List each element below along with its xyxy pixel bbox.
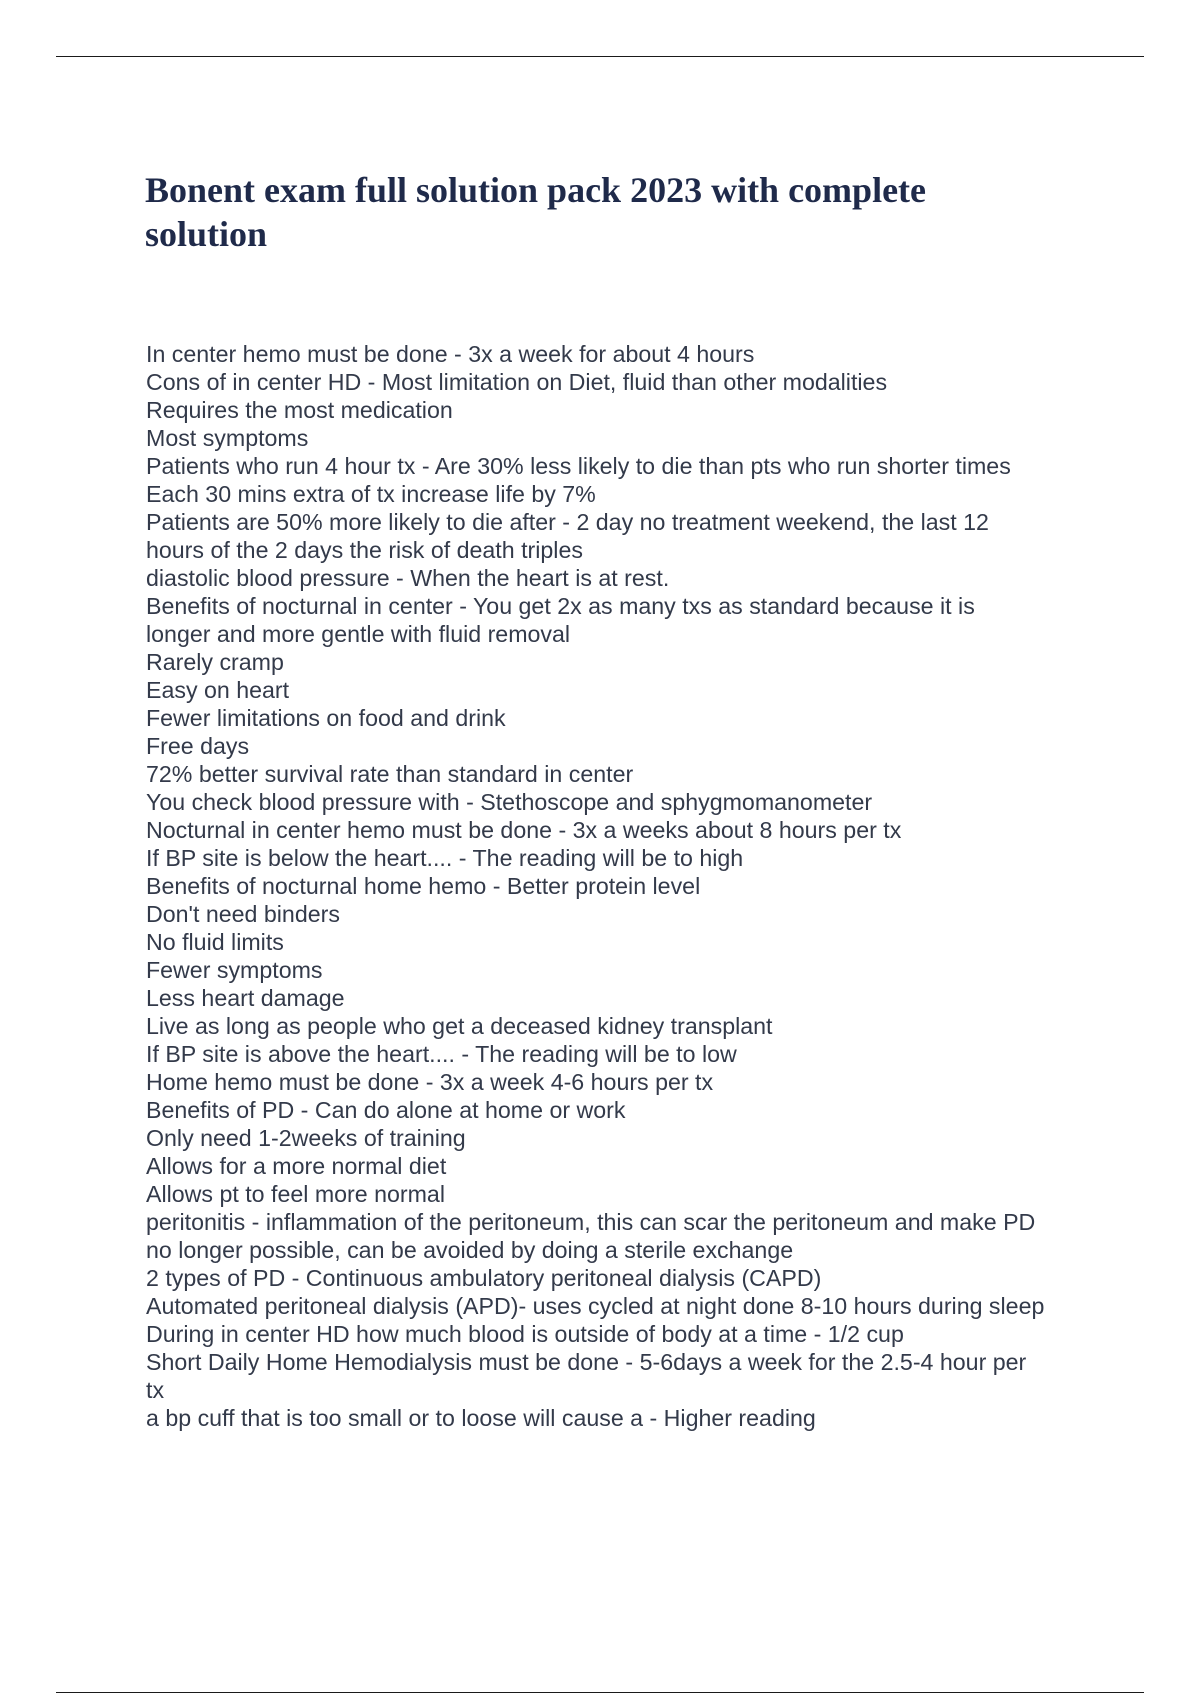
document-title: Bonent exam full solution pack 2023 with complete solution	[145, 170, 927, 254]
footer-rule	[56, 1692, 1144, 1693]
text-line: diastolic blood pressure - When the heart is at rest.	[146, 565, 670, 591]
text-line: peritonitis - inflammation of the peritoneum, this can scar the peritoneum and make PD	[146, 1209, 1036, 1235]
text-line: Free days	[146, 733, 250, 759]
header-rule	[56, 56, 1144, 57]
text-line: Less heart damage	[146, 985, 345, 1011]
text-line: Benefits of nocturnal in center - You get 2x as many txs as standard because it is	[146, 593, 975, 619]
text-line: Automated peritoneal dialysis (APD)- uses cycled at night done 8-10 hours during sleep	[146, 1293, 1045, 1319]
text-line: Fewer symptoms	[146, 957, 323, 983]
text-line: Benefits of PD - Can do alone at home or work	[146, 1097, 626, 1123]
text-line: tx	[146, 1377, 165, 1403]
text-line: If BP site is below the heart.... - The reading will be to high	[146, 845, 744, 871]
text-line: Most symptoms	[146, 425, 309, 451]
text-line: Cons of in center HD - Most limitation on Diet, fluid than other modalities	[146, 369, 888, 395]
text-line: Only need 1-2weeks of training	[146, 1125, 466, 1151]
text-line: Allows pt to feel more normal	[146, 1181, 445, 1207]
text-line: 72% better survival rate than standard in center	[146, 761, 634, 787]
text-line: Patients who run 4 hour tx - Are 30% less likely to die than pts who run shorter times	[146, 453, 1011, 479]
text-line: If BP site is above the heart.... - The reading will be to low	[146, 1041, 737, 1067]
text-line: Rarely cramp	[146, 649, 284, 675]
text-line: Easy on heart	[146, 677, 290, 703]
text-line: Short Daily Home Hemodialysis must be done - 5-6days a week for the 2.5-4 hour per	[146, 1349, 1027, 1375]
text-line: Home hemo must be done - 3x a week 4-6 hours per tx	[146, 1069, 714, 1095]
text-line: No fluid limits	[146, 929, 284, 955]
text-line: longer and more gentle with fluid removal	[146, 621, 571, 647]
text-line: Nocturnal in center hemo must be done - 3x a weeks about 8 hours per tx	[146, 817, 902, 843]
document-body	[146, 340, 1086, 1432]
text-line: Live as long as people who get a deceased kidney transplant	[146, 1013, 773, 1039]
text-line: Fewer limitations on food and drink	[146, 705, 506, 731]
text-line: In center hemo must be done - 3x a week for about 4 hours	[146, 341, 755, 367]
text-line: hours of the 2 days the risk of death triples	[146, 537, 583, 563]
text-line: no longer possible, can be avoided by doing a sterile exchange	[146, 1237, 794, 1263]
text-line: Benefits of nocturnal home hemo - Better protein level	[146, 873, 701, 899]
text-line: Patients are 50% more likely to die after - 2 day no treatment weekend, the last 12	[146, 509, 989, 535]
text-line: Requires the most medication	[146, 397, 453, 423]
text-line: During in center HD how much blood is outside of body at a time - 1/2 cup	[146, 1321, 904, 1347]
text-line: Don't need binders	[146, 901, 340, 927]
text-line: Allows for a more normal diet	[146, 1153, 447, 1179]
text-line: 2 types of PD - Continuous ambulatory peritoneal dialysis (CAPD)	[146, 1265, 822, 1291]
text-line: You check blood pressure with - Stethoscope and sphygmomanometer	[146, 789, 873, 815]
text-line: Each 30 mins extra of tx increase life by 7%	[146, 481, 596, 507]
text-line: a bp cuff that is too small or to loose will cause a - Higher reading	[146, 1405, 816, 1431]
